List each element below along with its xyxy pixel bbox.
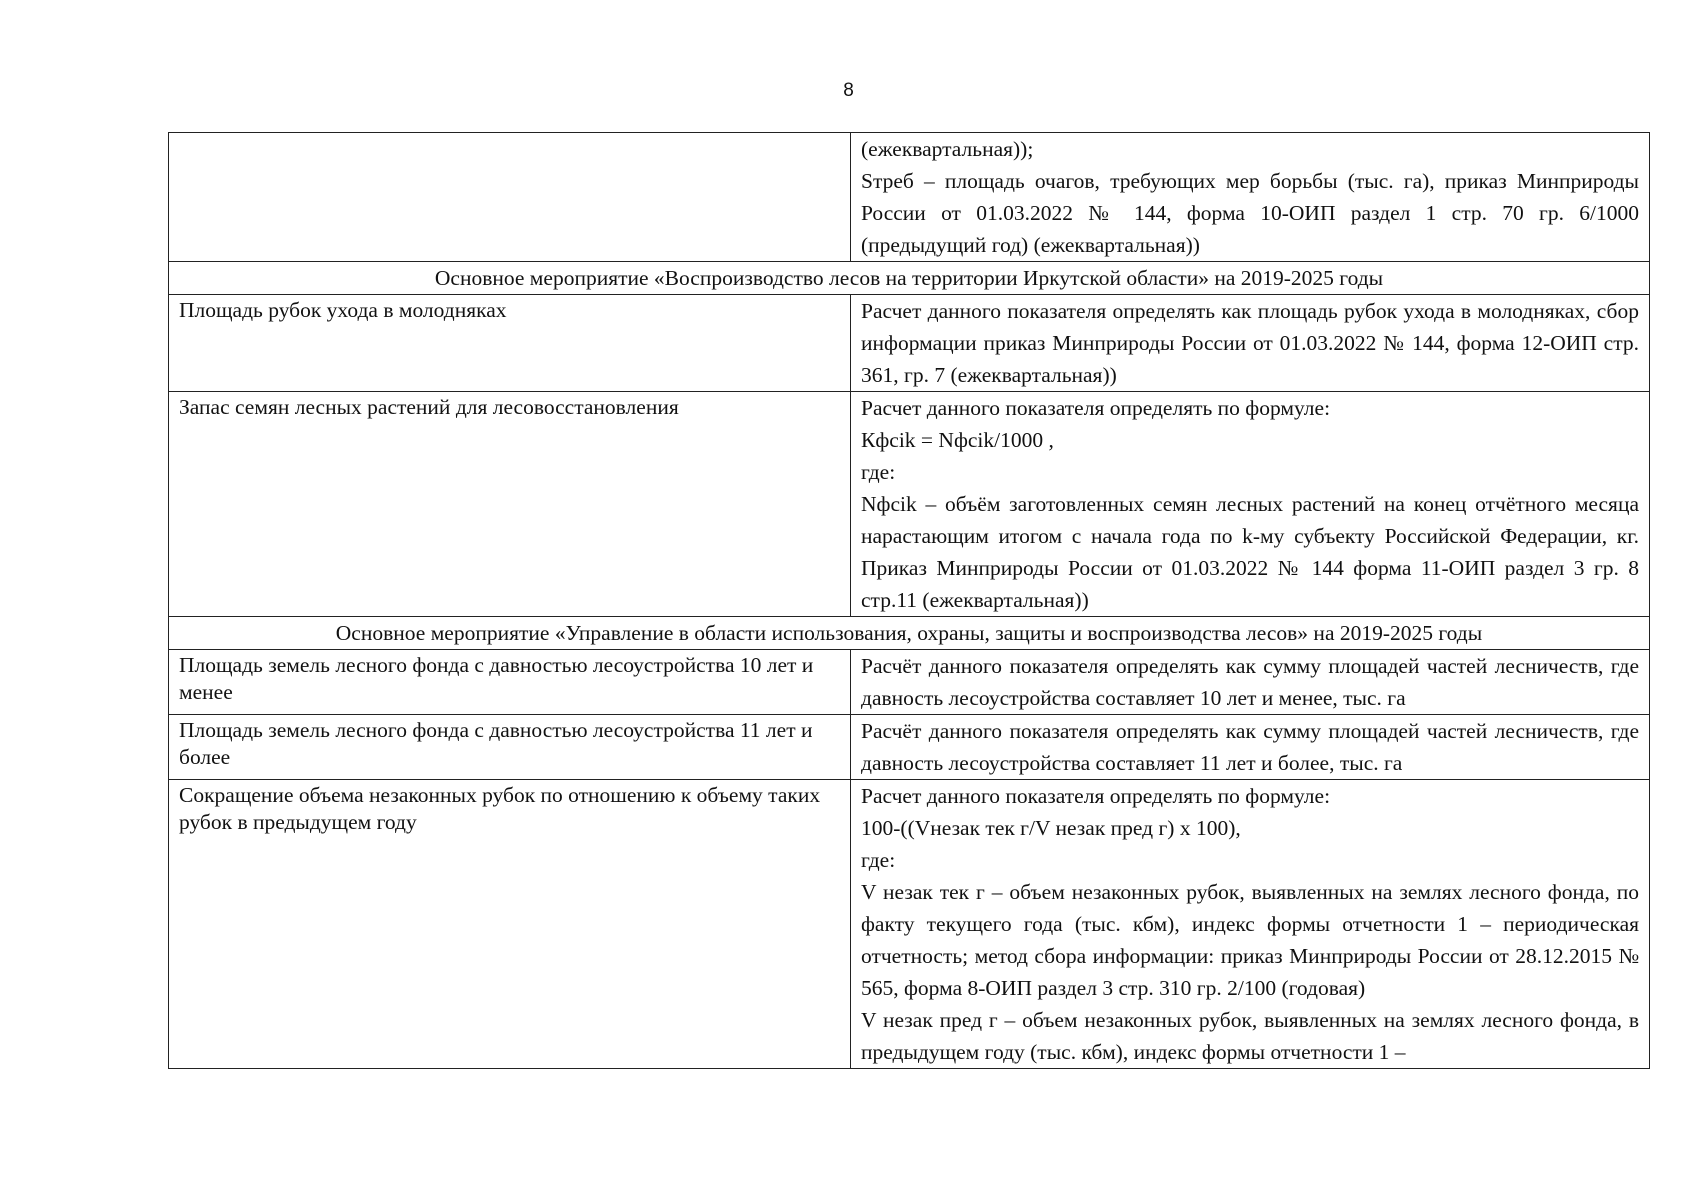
table-row bbox=[169, 650, 1650, 715]
calculation-method-cell bbox=[851, 133, 1650, 262]
calculation-method-cell bbox=[851, 650, 1650, 715]
indicator-name-cell: Площадь земель лесного фонда с давностью лесоустройства 11 лет и более bbox=[169, 715, 851, 780]
paragraph: где: bbox=[861, 460, 896, 484]
calculation-method-cell bbox=[851, 295, 1650, 392]
paragraph: V незак пред г – объем незаконных рубок, выявленных на землях лесного фонда, в предыдущем году (тыс. кбм), индекс формы отчетности 1 – bbox=[861, 1008, 1639, 1064]
paragraph: (ежеквартальная)); bbox=[861, 137, 1034, 161]
table-row bbox=[169, 133, 1650, 262]
table-row bbox=[169, 392, 1650, 617]
indicator-name-cell: Площадь рубок ухода в молодняках bbox=[169, 295, 851, 392]
calculation-method-cell bbox=[851, 715, 1650, 780]
paragraph: Sтреб – площадь очагов, требующих мер борьбы (тыс. га), приказ Минприроды России от 01.03.2022 № 144, форма 10-ОИП раздел 1 стр. 70 гр. 6/1000 (предыдущий год) (ежеквартальная)) bbox=[861, 169, 1639, 257]
section-row bbox=[169, 617, 1650, 650]
section-heading: Основное мероприятие «Воспроизводство лесов на территории Иркутской области» на 2019-2025 годы bbox=[169, 262, 1650, 295]
table-row bbox=[169, 780, 1650, 1069]
indicator-name-cell: Запас семян лесных растений для лесовосстановления bbox=[169, 392, 851, 617]
paragraph: V незак тек г – объем незаконных рубок, выявленных на землях лесного фонда, по факту текущего года (тыс. кбм), индекс формы отчетности 1 – периодическая отчетность; метод сбора информации: приказ Минприроды России от 28.12.2015 № 565, форма 8-ОИП раздел 3 стр. 310 гр. 2/100 (годовая) bbox=[861, 880, 1639, 1000]
paragraph: где: bbox=[861, 848, 896, 872]
section-row bbox=[169, 262, 1650, 295]
table-row bbox=[169, 295, 1650, 392]
paragraph: Расчет данного показателя определять как площадь рубок ухода в молодняках, сбор информации приказ Минприроды России от 01.03.2022 № 144, форма 12-ОИП стр. 361, гр. 7 (ежеквартальная)) bbox=[861, 299, 1639, 387]
paragraph: Расчет данного показателя определять по формуле: bbox=[861, 784, 1331, 808]
indicator-name-cell: Площадь земель лесного фонда с давностью лесоустройства 10 лет и менее bbox=[169, 650, 851, 715]
indicator-name-cell bbox=[169, 133, 851, 262]
formula: Кфсik = Nфсik/1000 , bbox=[861, 428, 1054, 452]
calculation-method-cell bbox=[851, 392, 1650, 617]
calculation-method-cell bbox=[851, 780, 1650, 1069]
paragraph: Расчет данного показателя определять по формуле: bbox=[861, 396, 1331, 420]
formula: 100-((Vнезак тек г/V незак пред г) х 100), bbox=[861, 816, 1241, 840]
paragraph: Расчёт данного показателя определять как сумму площадей частей лесничеств, где давность лесоустройства составляет 11 лет и более, тыс. га bbox=[861, 719, 1639, 775]
paragraph: Nфсik – объём заготовленных семян лесных растений на конец отчётного месяца нарастающим итогом с начала года по k-му субъекту Российской Федерации, кг. Приказ Минприроды России от 01.03.2022 № 144 форма 11-ОИП раздел 3 гр. 8 стр.11 (ежеквартальная)) bbox=[861, 492, 1639, 612]
paragraph: Расчёт данного показателя определять как сумму площадей частей лесничеств, где давность лесоустройства составляет 10 лет и менее, тыс. га bbox=[861, 654, 1639, 710]
indicator-name-cell: Сокращение объема незаконных рубок по отношению к объему таких рубок в предыдущем году bbox=[169, 780, 851, 1069]
page-number: 8 bbox=[843, 80, 854, 101]
table-row bbox=[169, 715, 1650, 780]
indicator-table bbox=[168, 132, 1650, 1069]
section-heading: Основное мероприятие «Управление в области использования, охраны, защиты и воспроизводства лесов» на 2019-2025 годы bbox=[169, 617, 1650, 650]
